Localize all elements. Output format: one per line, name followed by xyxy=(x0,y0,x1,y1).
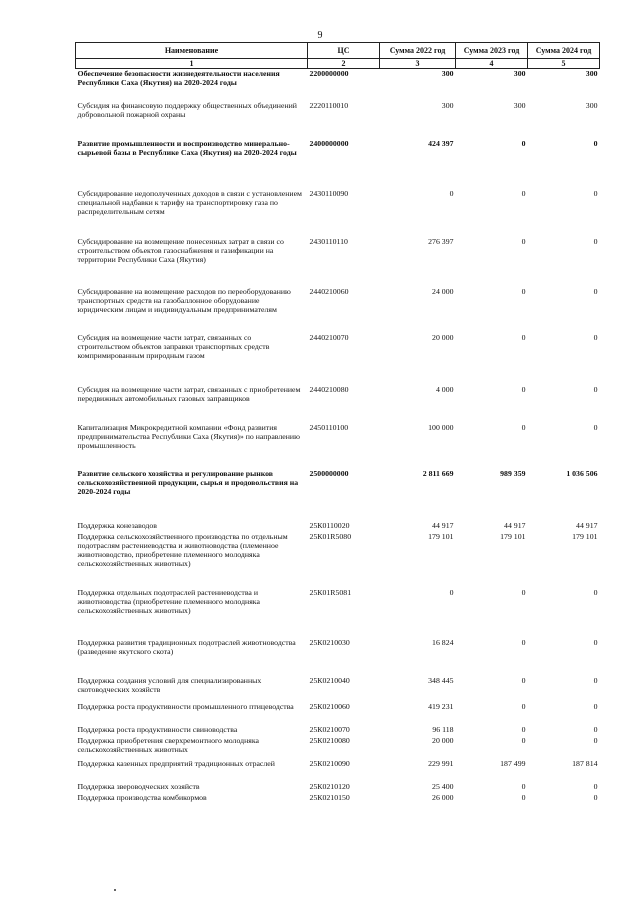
row-sum-2023: 989 359 xyxy=(500,468,526,478)
row-sum-2024: 0 xyxy=(593,735,598,745)
row-name: Субсидирование на возмещение расходов по переоборудованию транспортных средств на газобаллонное оборудование юридическим лицам и индивидуальным предпринимателям xyxy=(77,286,291,314)
row-sum-2022: 25 400 xyxy=(432,781,454,791)
row-name: Развитие сельского хозяйства и регулирование рынков сельскохозяйственной продукции, сырья и продовольствия на 2020-2024 годы xyxy=(77,468,299,496)
row-sum-2022: 419 231 xyxy=(428,701,454,711)
table-body xyxy=(76,69,600,804)
row-code: 25К0210030 xyxy=(309,637,350,647)
row-sum-2023: 0 xyxy=(521,188,526,198)
column-number-row xyxy=(76,59,600,69)
table-row xyxy=(76,521,600,532)
row-code: 2430110110 xyxy=(309,236,348,246)
header-row xyxy=(76,43,600,59)
row-code: 25К0210040 xyxy=(309,675,350,685)
header-sum-2022: Сумма 2022 год xyxy=(380,43,456,59)
row-name: Поддержка звероводческих хозяйств xyxy=(77,781,200,791)
row-name: Поддержка роста продуктивности промышленного птицеводства xyxy=(77,701,294,711)
budget-table xyxy=(75,42,600,804)
row-name: Развитие промышленности и воспроизводство минерально-сырьевой базы в Республике Саха (Якутия) на 2020-2024 годы xyxy=(77,138,297,157)
column-number: 2 xyxy=(308,59,380,69)
table-row xyxy=(76,237,600,287)
row-code: 2220110010 xyxy=(309,100,349,110)
row-sum-2023: 0 xyxy=(521,724,526,734)
row-name: Поддержка отдельных подотраслей растениеводства и животноводства (приобретение племенного молодняка сельскохозяйственных животных) xyxy=(77,587,260,615)
row-sum-2023: 0 xyxy=(521,735,526,745)
header-name: Наименование xyxy=(76,43,308,59)
row-sum-2024: 179 101 xyxy=(572,531,598,541)
table-row xyxy=(76,333,600,385)
row-sum-2023: 179 101 xyxy=(500,531,526,541)
row-sum-2024: 0 xyxy=(593,332,598,342)
row-sum-2024: 0 xyxy=(593,422,598,432)
row-sum-2023: 0 xyxy=(521,587,526,597)
row-name: Субсидия на возмещение части затрат, связанных со строительством объектов заправки транспортных средств компримированным природным газом xyxy=(77,332,270,360)
row-code: 25К0210150 xyxy=(309,792,350,802)
header-code: ЦС xyxy=(308,43,380,59)
row-sum-2024: 0 xyxy=(593,587,598,597)
table-row xyxy=(76,69,600,101)
row-sum-2023: 0 xyxy=(521,781,526,791)
row-sum-2024: 0 xyxy=(593,792,598,802)
row-code: 25К0110020 xyxy=(309,520,350,530)
table-row xyxy=(76,638,600,676)
row-sum-2023: 0 xyxy=(521,637,526,647)
row-sum-2023: 0 xyxy=(521,236,526,246)
row-sum-2023: 300 xyxy=(513,100,526,110)
row-sum-2022: 100 000 xyxy=(428,422,454,432)
row-code: 2500000000 xyxy=(309,468,349,478)
row-sum-2024: 0 xyxy=(593,724,598,734)
column-number: 1 xyxy=(76,59,308,69)
page-number: 9 xyxy=(317,30,323,41)
header-sum-2023: Сумма 2023 год xyxy=(456,43,528,59)
row-sum-2022: 0 xyxy=(449,188,454,198)
row-sum-2022: 20 000 xyxy=(432,735,454,745)
row-sum-2022: 276 397 xyxy=(428,236,454,246)
row-sum-2023: 0 xyxy=(521,792,526,802)
row-name: Поддержка сельскохозяйственного производства по отдельным подотраслям растениеводства и животноводства (племенное животноводство, приобретение племенного молодняка сельскохозяйственных животных) xyxy=(77,531,288,568)
row-sum-2022: 20 000 xyxy=(432,332,454,342)
row-sum-2022: 300 xyxy=(441,69,454,78)
row-sum-2024: 0 xyxy=(593,286,598,296)
scan-speck xyxy=(114,889,116,891)
row-code: 2450110100 xyxy=(309,422,349,432)
row-code: 25К01R5080 xyxy=(309,531,352,541)
table-row xyxy=(76,287,600,333)
row-name: Поддержка создания условий для специализированных скотоводческих хозяйств xyxy=(77,675,262,694)
row-sum-2022: 16 824 xyxy=(432,637,454,647)
row-code: 2440210080 xyxy=(309,384,349,394)
header-sum-2024: Сумма 2024 год xyxy=(528,43,600,59)
row-sum-2022: 26 000 xyxy=(432,792,454,802)
row-sum-2024: 0 xyxy=(593,236,598,246)
row-sum-2024: 187 814 xyxy=(572,758,598,768)
row-sum-2024: 1 036 506 xyxy=(566,468,598,478)
table-row xyxy=(76,101,600,139)
row-sum-2022: 4 000 xyxy=(435,384,454,394)
row-sum-2024: 0 xyxy=(593,675,598,685)
row-sum-2024: 0 xyxy=(593,188,598,198)
row-name: Субсидия на финансовую поддержку общественных объединений добровольной пожарной охраны xyxy=(77,100,297,119)
row-sum-2022: 424 397 xyxy=(428,138,454,148)
row-code: 2200000000 xyxy=(309,69,349,78)
row-code: 25К0210090 xyxy=(309,758,350,768)
column-number: 4 xyxy=(456,59,528,69)
row-name: Поддержка роста продуктивности свиноводства xyxy=(77,724,238,734)
row-sum-2023: 0 xyxy=(521,701,526,711)
row-sum-2022: 2 811 669 xyxy=(422,468,454,478)
row-code: 25К0210120 xyxy=(309,781,350,791)
row-sum-2022: 0 xyxy=(449,587,454,597)
row-code: 25К0210070 xyxy=(309,724,350,734)
row-sum-2022: 24 000 xyxy=(432,286,454,296)
row-name: Субсидия на возмещение части затрат, связанных с приобретением передвижных автомобильных газовых заправщиков xyxy=(77,384,301,403)
row-sum-2023: 44 917 xyxy=(504,520,526,530)
table-row xyxy=(76,702,600,725)
table-row xyxy=(76,139,600,189)
table-row xyxy=(76,532,600,588)
table-row xyxy=(76,423,600,469)
row-code: 2400000000 xyxy=(309,138,349,148)
row-sum-2022: 96 118 xyxy=(432,724,454,734)
row-code: 25К0210080 xyxy=(309,735,350,745)
row-sum-2022: 300 xyxy=(441,100,454,110)
row-sum-2022: 44 917 xyxy=(432,520,454,530)
row-sum-2023: 300 xyxy=(513,69,526,78)
row-sum-2023: 187 499 xyxy=(500,758,526,768)
table-row xyxy=(76,469,600,521)
table-row xyxy=(76,189,600,237)
row-sum-2023: 0 xyxy=(521,138,526,148)
row-sum-2023: 0 xyxy=(521,675,526,685)
row-name: Капитализация Микрокредитной компании «Фонд развития предпринимательства Республики Саха (Якутия)» по направлению промышленность xyxy=(77,422,300,450)
row-name: Поддержка развития традиционных подотраслей животноводства (разведение якутского скота) xyxy=(77,637,296,656)
row-code: 2440210060 xyxy=(309,286,349,296)
table-row xyxy=(76,736,600,759)
row-sum-2023: 0 xyxy=(521,286,526,296)
row-name: Поддержка казенных предприятий традиционных отраслей xyxy=(77,758,275,768)
row-sum-2024: 0 xyxy=(593,138,598,148)
table-row xyxy=(76,385,600,423)
row-code: 2430110090 xyxy=(309,188,349,198)
row-name: Поддержка конезаводов xyxy=(77,520,157,530)
row-sum-2022: 229 991 xyxy=(428,758,454,768)
column-number: 3 xyxy=(380,59,456,69)
table-row xyxy=(76,676,600,702)
row-name: Субсидирование на возмещение понесенных затрат в связи со строительством объектов газоснабжения и газификации на территории Республики Саха (Якутия) xyxy=(77,236,284,264)
row-sum-2022: 348 445 xyxy=(428,675,454,685)
row-name: Поддержка производства комбикормов xyxy=(77,792,207,802)
table-row xyxy=(76,793,600,804)
row-name: Субсидирование недополученных доходов в связи с установлением специальной надбавки к тарифу на транспортировку газа по распределительным сетям xyxy=(77,188,302,216)
row-sum-2024: 0 xyxy=(593,781,598,791)
row-sum-2022: 179 101 xyxy=(428,531,454,541)
row-sum-2023: 0 xyxy=(521,332,526,342)
row-sum-2023: 0 xyxy=(521,384,526,394)
row-sum-2024: 300 xyxy=(585,69,598,78)
row-sum-2024: 44 917 xyxy=(576,520,598,530)
row-code: 2440210070 xyxy=(309,332,349,342)
row-sum-2024: 0 xyxy=(593,637,598,647)
row-name: Обеспечение безопасности жизнедеятельности населения Республики Саха (Якутия) на 2020-2024 годы xyxy=(77,69,280,87)
row-code: 25К01R5081 xyxy=(309,587,352,597)
table-row xyxy=(76,759,600,782)
row-sum-2024: 300 xyxy=(585,100,598,110)
row-code: 25К0210060 xyxy=(309,701,350,711)
row-sum-2023: 0 xyxy=(521,422,526,432)
table-row xyxy=(76,725,600,736)
row-sum-2024: 0 xyxy=(593,701,598,711)
column-number: 5 xyxy=(528,59,600,69)
table-row xyxy=(76,588,600,638)
row-sum-2024: 0 xyxy=(593,384,598,394)
row-name: Поддержка приобретения сверхремонтного молодняка сельскохозяйственных животных xyxy=(77,735,259,754)
table-row xyxy=(76,782,600,793)
